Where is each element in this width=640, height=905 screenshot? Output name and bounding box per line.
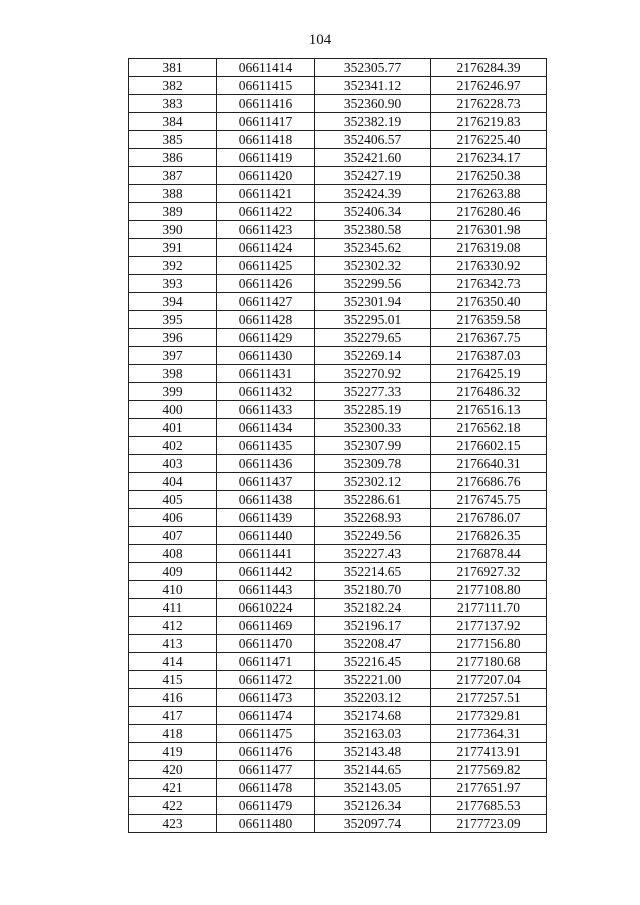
x-coordinate-cell: 352285.19 [315, 401, 431, 419]
point-id-cell: 06611471 [217, 653, 315, 671]
row-number-cell: 404 [129, 473, 217, 491]
point-id-cell: 06611480 [217, 815, 315, 833]
x-coordinate-cell: 352143.05 [315, 779, 431, 797]
table-row [129, 257, 547, 275]
x-coordinate-cell: 352180.70 [315, 581, 431, 599]
y-coordinate-cell: 2177364.31 [431, 725, 547, 743]
point-id-cell: 06611416 [217, 95, 315, 113]
table-row [129, 365, 547, 383]
x-coordinate-cell: 352295.01 [315, 311, 431, 329]
page-number: 104 [308, 32, 332, 48]
row-number-cell: 398 [129, 365, 217, 383]
row-number-cell: 396 [129, 329, 217, 347]
y-coordinate-cell: 2176602.15 [431, 437, 547, 455]
y-coordinate-cell: 2177329.81 [431, 707, 547, 725]
row-number-cell: 406 [129, 509, 217, 527]
table-row [129, 275, 547, 293]
row-number-cell: 423 [129, 815, 217, 833]
x-coordinate-cell: 352097.74 [315, 815, 431, 833]
table-row [129, 311, 547, 329]
table-row [129, 203, 547, 221]
table-row [129, 725, 547, 743]
y-coordinate-cell: 2176246.97 [431, 77, 547, 95]
table-row [129, 113, 547, 131]
row-number-cell: 394 [129, 293, 217, 311]
x-coordinate-cell: 352279.65 [315, 329, 431, 347]
row-number-cell: 419 [129, 743, 217, 761]
row-number-cell: 400 [129, 401, 217, 419]
x-coordinate-cell: 352214.65 [315, 563, 431, 581]
x-coordinate-cell: 352360.90 [315, 95, 431, 113]
x-coordinate-cell: 352341.12 [315, 77, 431, 95]
x-coordinate-cell: 352208.47 [315, 635, 431, 653]
x-coordinate-cell: 352309.78 [315, 455, 431, 473]
point-id-cell: 06611433 [217, 401, 315, 419]
point-id-cell: 06611423 [217, 221, 315, 239]
row-number-cell: 421 [129, 779, 217, 797]
y-coordinate-cell: 2176686.76 [431, 473, 547, 491]
row-number-cell: 401 [129, 419, 217, 437]
table-row [129, 347, 547, 365]
point-id-cell: 06611438 [217, 491, 315, 509]
y-coordinate-cell: 2176516.13 [431, 401, 547, 419]
y-coordinate-cell: 2176745.75 [431, 491, 547, 509]
y-coordinate-cell: 2176301.98 [431, 221, 547, 239]
y-coordinate-cell: 2176640.31 [431, 455, 547, 473]
y-coordinate-cell: 2176330.92 [431, 257, 547, 275]
x-coordinate-cell: 352301.94 [315, 293, 431, 311]
row-number-cell: 414 [129, 653, 217, 671]
table-row [129, 635, 547, 653]
y-coordinate-cell: 2176219.83 [431, 113, 547, 131]
point-id-cell: 06611429 [217, 329, 315, 347]
table-row [129, 59, 547, 77]
y-coordinate-cell: 2176826.35 [431, 527, 547, 545]
coordinates-table [128, 58, 547, 833]
x-coordinate-cell: 352299.56 [315, 275, 431, 293]
table-row [129, 77, 547, 95]
row-number-cell: 393 [129, 275, 217, 293]
y-coordinate-cell: 2176319.08 [431, 239, 547, 257]
y-coordinate-cell: 2176225.40 [431, 131, 547, 149]
y-coordinate-cell: 2176359.58 [431, 311, 547, 329]
y-coordinate-cell: 2177569.82 [431, 761, 547, 779]
table-row [129, 239, 547, 257]
point-id-cell: 06611421 [217, 185, 315, 203]
y-coordinate-cell: 2177137.92 [431, 617, 547, 635]
table-row [129, 293, 547, 311]
x-coordinate-cell: 352305.77 [315, 59, 431, 77]
x-coordinate-cell: 352277.33 [315, 383, 431, 401]
y-coordinate-cell: 2176284.39 [431, 59, 547, 77]
row-number-cell: 399 [129, 383, 217, 401]
table-row [129, 491, 547, 509]
x-coordinate-cell: 352143.48 [315, 743, 431, 761]
point-id-cell: 06611478 [217, 779, 315, 797]
point-id-cell: 06611431 [217, 365, 315, 383]
point-id-cell: 06611470 [217, 635, 315, 653]
row-number-cell: 422 [129, 797, 217, 815]
y-coordinate-cell: 2177723.09 [431, 815, 547, 833]
point-id-cell: 06611422 [217, 203, 315, 221]
row-number-cell: 416 [129, 689, 217, 707]
point-id-cell: 06611417 [217, 113, 315, 131]
point-id-cell: 06611473 [217, 689, 315, 707]
table-row [129, 761, 547, 779]
point-id-cell: 06611414 [217, 59, 315, 77]
table-row [129, 707, 547, 725]
table-row [129, 131, 547, 149]
row-number-cell: 382 [129, 77, 217, 95]
x-coordinate-cell: 352221.00 [315, 671, 431, 689]
row-number-cell: 409 [129, 563, 217, 581]
table-row [129, 581, 547, 599]
point-id-cell: 06611424 [217, 239, 315, 257]
x-coordinate-cell: 352380.58 [315, 221, 431, 239]
table-row [129, 653, 547, 671]
row-number-cell: 395 [129, 311, 217, 329]
table-row [129, 329, 547, 347]
table-row [129, 599, 547, 617]
point-id-cell: 06611432 [217, 383, 315, 401]
row-number-cell: 408 [129, 545, 217, 563]
y-coordinate-cell: 2177257.51 [431, 689, 547, 707]
row-number-cell: 389 [129, 203, 217, 221]
y-coordinate-cell: 2176927.32 [431, 563, 547, 581]
row-number-cell: 390 [129, 221, 217, 239]
point-id-cell: 06611476 [217, 743, 315, 761]
x-coordinate-cell: 352302.32 [315, 257, 431, 275]
point-id-cell: 06611434 [217, 419, 315, 437]
table-row [129, 473, 547, 491]
point-id-cell: 06611418 [217, 131, 315, 149]
row-number-cell: 387 [129, 167, 217, 185]
x-coordinate-cell: 352302.12 [315, 473, 431, 491]
x-coordinate-cell: 352406.34 [315, 203, 431, 221]
point-id-cell: 06611479 [217, 797, 315, 815]
row-number-cell: 407 [129, 527, 217, 545]
table-row [129, 437, 547, 455]
row-number-cell: 392 [129, 257, 217, 275]
table-row [129, 167, 547, 185]
point-id-cell: 06611436 [217, 455, 315, 473]
x-coordinate-cell: 352345.62 [315, 239, 431, 257]
table-row [129, 401, 547, 419]
y-coordinate-cell: 2177413.91 [431, 743, 547, 761]
row-number-cell: 402 [129, 437, 217, 455]
x-coordinate-cell: 352126.34 [315, 797, 431, 815]
point-id-cell: 06611442 [217, 563, 315, 581]
y-coordinate-cell: 2176263.88 [431, 185, 547, 203]
table-row [129, 185, 547, 203]
coordinates-table-body [129, 59, 547, 833]
x-coordinate-cell: 352270.92 [315, 365, 431, 383]
row-number-cell: 381 [129, 59, 217, 77]
y-coordinate-cell: 2177156.80 [431, 635, 547, 653]
x-coordinate-cell: 352144.65 [315, 761, 431, 779]
y-coordinate-cell: 2177180.68 [431, 653, 547, 671]
table-row [129, 743, 547, 761]
table-row [129, 221, 547, 239]
row-number-cell: 411 [129, 599, 217, 617]
y-coordinate-cell: 2177111.70 [431, 599, 547, 617]
y-coordinate-cell: 2177685.53 [431, 797, 547, 815]
row-number-cell: 412 [129, 617, 217, 635]
row-number-cell: 386 [129, 149, 217, 167]
point-id-cell: 06611441 [217, 545, 315, 563]
y-coordinate-cell: 2176786.07 [431, 509, 547, 527]
point-id-cell: 06611430 [217, 347, 315, 365]
table-row [129, 149, 547, 167]
y-coordinate-cell: 2177207.04 [431, 671, 547, 689]
point-id-cell: 06611469 [217, 617, 315, 635]
table-row [129, 689, 547, 707]
point-id-cell: 06611419 [217, 149, 315, 167]
table-row [129, 455, 547, 473]
table-row [129, 509, 547, 527]
y-coordinate-cell: 2176250.38 [431, 167, 547, 185]
x-coordinate-cell: 352406.57 [315, 131, 431, 149]
y-coordinate-cell: 2177651.97 [431, 779, 547, 797]
row-number-cell: 388 [129, 185, 217, 203]
table-row [129, 797, 547, 815]
table-row [129, 95, 547, 113]
x-coordinate-cell: 352382.19 [315, 113, 431, 131]
row-number-cell: 384 [129, 113, 217, 131]
table-row [129, 815, 547, 833]
table-row [129, 383, 547, 401]
x-coordinate-cell: 352424.39 [315, 185, 431, 203]
row-number-cell: 405 [129, 491, 217, 509]
row-number-cell: 391 [129, 239, 217, 257]
x-coordinate-cell: 352269.14 [315, 347, 431, 365]
y-coordinate-cell: 2176425.19 [431, 365, 547, 383]
point-id-cell: 06611443 [217, 581, 315, 599]
row-number-cell: 413 [129, 635, 217, 653]
table-row [129, 545, 547, 563]
x-coordinate-cell: 352427.19 [315, 167, 431, 185]
x-coordinate-cell: 352268.93 [315, 509, 431, 527]
point-id-cell: 06611426 [217, 275, 315, 293]
row-number-cell: 385 [129, 131, 217, 149]
x-coordinate-cell: 352307.99 [315, 437, 431, 455]
point-id-cell: 06611474 [217, 707, 315, 725]
table-row [129, 419, 547, 437]
x-coordinate-cell: 352216.45 [315, 653, 431, 671]
x-coordinate-cell: 352286.61 [315, 491, 431, 509]
point-id-cell: 06611415 [217, 77, 315, 95]
row-number-cell: 418 [129, 725, 217, 743]
x-coordinate-cell: 352196.17 [315, 617, 431, 635]
table-row [129, 617, 547, 635]
y-coordinate-cell: 2177108.80 [431, 581, 547, 599]
row-number-cell: 403 [129, 455, 217, 473]
point-id-cell: 06611475 [217, 725, 315, 743]
x-coordinate-cell: 352300.33 [315, 419, 431, 437]
row-number-cell: 415 [129, 671, 217, 689]
y-coordinate-cell: 2176280.46 [431, 203, 547, 221]
point-id-cell: 06611439 [217, 509, 315, 527]
row-number-cell: 383 [129, 95, 217, 113]
point-id-cell: 06611427 [217, 293, 315, 311]
y-coordinate-cell: 2176234.17 [431, 149, 547, 167]
point-id-cell: 06611440 [217, 527, 315, 545]
y-coordinate-cell: 2176562.18 [431, 419, 547, 437]
point-id-cell: 06611472 [217, 671, 315, 689]
row-number-cell: 397 [129, 347, 217, 365]
y-coordinate-cell: 2176486.32 [431, 383, 547, 401]
x-coordinate-cell: 352174.68 [315, 707, 431, 725]
point-id-cell: 06611428 [217, 311, 315, 329]
x-coordinate-cell: 352421.60 [315, 149, 431, 167]
y-coordinate-cell: 2176878.44 [431, 545, 547, 563]
table-row [129, 527, 547, 545]
table-row [129, 563, 547, 581]
row-number-cell: 417 [129, 707, 217, 725]
x-coordinate-cell: 352163.03 [315, 725, 431, 743]
y-coordinate-cell: 2176228.73 [431, 95, 547, 113]
x-coordinate-cell: 352249.56 [315, 527, 431, 545]
point-id-cell: 06610224 [217, 599, 315, 617]
row-number-cell: 420 [129, 761, 217, 779]
y-coordinate-cell: 2176350.40 [431, 293, 547, 311]
x-coordinate-cell: 352227.43 [315, 545, 431, 563]
y-coordinate-cell: 2176342.73 [431, 275, 547, 293]
point-id-cell: 06611435 [217, 437, 315, 455]
y-coordinate-cell: 2176367.75 [431, 329, 547, 347]
point-id-cell: 06611477 [217, 761, 315, 779]
y-coordinate-cell: 2176387.03 [431, 347, 547, 365]
row-number-cell: 410 [129, 581, 217, 599]
table-row [129, 779, 547, 797]
table-row [129, 671, 547, 689]
x-coordinate-cell: 352203.12 [315, 689, 431, 707]
point-id-cell: 06611425 [217, 257, 315, 275]
point-id-cell: 06611420 [217, 167, 315, 185]
x-coordinate-cell: 352182.24 [315, 599, 431, 617]
point-id-cell: 06611437 [217, 473, 315, 491]
